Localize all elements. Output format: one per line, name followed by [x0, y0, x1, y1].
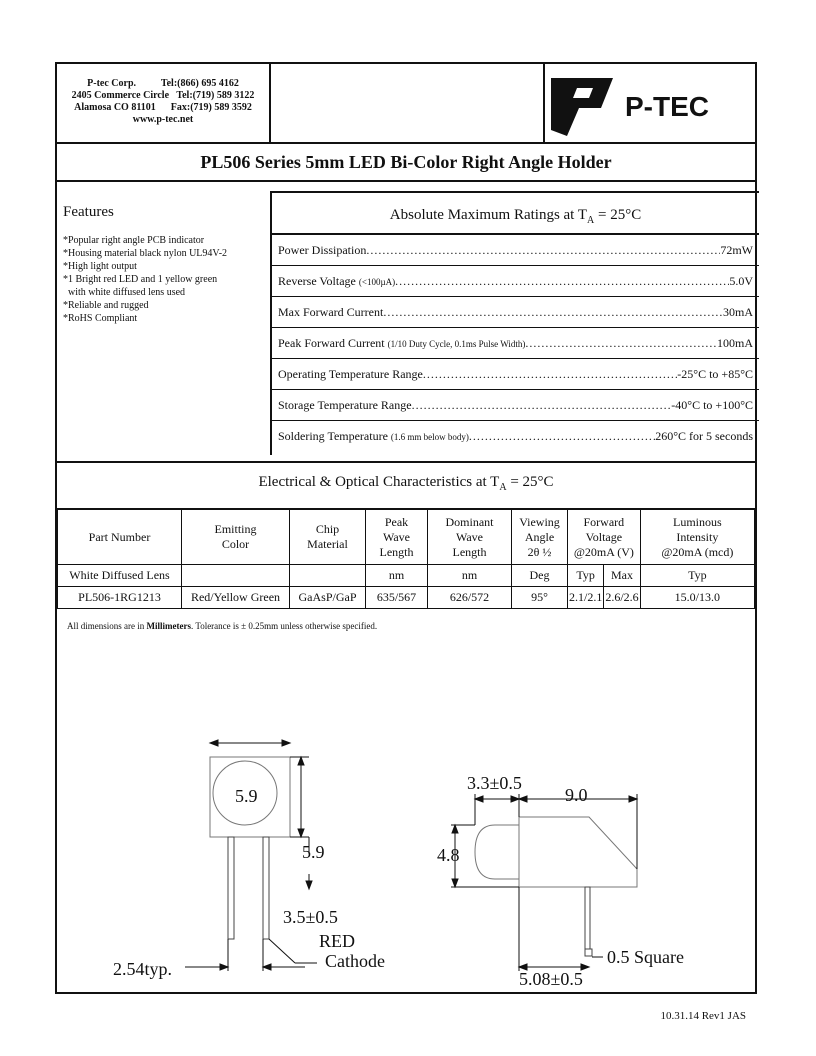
rating-label: Max Forward Current	[278, 305, 384, 319]
eo-data-cell: GaAsP/GaP	[290, 587, 366, 609]
eo-unit-cell: White Diffused Lens	[58, 565, 182, 587]
eo-data-cell: 2.1/2.1	[568, 587, 604, 609]
eo-unit-cell: nm	[428, 565, 512, 587]
lead-square-marker	[585, 949, 592, 956]
eo-data-cell: 95°	[512, 587, 568, 609]
divider	[57, 180, 755, 182]
website: www.p-tec.net	[132, 114, 194, 125]
rating-label: Operating Temperature Range	[278, 367, 423, 381]
dimensions-note: All dimensions are in Millimeters. Tolerance is ± 0.25mm unless otherwise specified.	[67, 621, 378, 631]
feature-item: *High light output	[63, 261, 137, 272]
front-height-dim: 5.9	[302, 842, 325, 862]
rating-row	[272, 266, 759, 297]
eo-unit-cell: Deg	[512, 565, 568, 587]
rating-row	[272, 235, 759, 266]
eo-unit-cell	[182, 565, 290, 587]
side-body-dim: 9.0	[565, 785, 588, 805]
rating-label: Power Dissipation	[278, 243, 367, 257]
rating-row	[272, 390, 759, 421]
rating-row	[272, 359, 759, 390]
lead-length-dim: 3.5±0.5	[283, 907, 338, 927]
rating-row	[272, 328, 759, 359]
rating-row	[272, 297, 759, 328]
address-line-1: P-tec Corp. Tel:(866) 695 4162	[87, 78, 239, 89]
header-blank-cell	[271, 64, 545, 142]
features-heading: Features	[63, 204, 114, 220]
eo-data-cell: 15.0/13.0	[640, 587, 754, 609]
feature-item: *RoHS Compliant	[63, 313, 138, 324]
eo-data-cell: 626/572	[428, 587, 512, 609]
rating-value: 260°C for 5 seconds	[655, 429, 753, 443]
side-height-dim: 4.8	[437, 845, 460, 865]
features-list	[63, 234, 268, 325]
eo-unit-cell	[290, 565, 366, 587]
feature-item: with white diffused lens used	[63, 287, 186, 298]
company-logo	[543, 64, 757, 142]
leader-dots	[469, 421, 655, 451]
rating-value: 72mW	[720, 243, 753, 257]
side-view	[451, 794, 637, 971]
eo-column-header: Chip Material	[290, 509, 366, 565]
datasheet-frame	[55, 62, 757, 994]
logo-text: P-TEC	[625, 91, 709, 122]
pitch-dim: 2.54typ.	[113, 959, 173, 979]
side-lead-dim: 5.08±0.5	[519, 969, 583, 989]
rating-value: -25°C to +85°C	[677, 367, 753, 381]
side-lead	[585, 887, 590, 949]
rating-value: -40°C to +100°C	[671, 398, 753, 412]
company-address-block	[57, 64, 271, 142]
eo-heading: Electrical & Optical Characteristics at $T_A = 25^\circ C$	[258, 474, 554, 493]
address-line-2: 2405 Commerce Circle Tel:(719) 589 3122	[71, 90, 255, 101]
ratings-table	[270, 191, 759, 455]
rating-label: Peak Forward Current (1/10 Duty Cycle, 0.1ms Pulse Width)	[278, 336, 526, 350]
eo-column-header: Luminous Intensity @20mA (mcd)	[640, 509, 754, 565]
eo-column-header: Forward Voltage @20mA (V)	[568, 509, 641, 565]
eo-data-cell: 635/567	[366, 587, 428, 609]
rating-label: Reverse Voltage (<100µA)	[278, 274, 396, 288]
mechanical-drawing	[57, 639, 755, 994]
leader-dots	[525, 328, 717, 358]
cathode-label: Cathode	[325, 951, 385, 971]
eo-column-header: Viewing Angle 2θ ½	[512, 509, 568, 565]
eo-unit-cell: nm	[366, 565, 428, 587]
leader-dots	[412, 390, 672, 420]
feature-item: *Popular right angle PCB indicator	[63, 235, 205, 246]
eo-column-header: Peak Wave Length	[366, 509, 428, 565]
feature-item: *Housing material black nylon UL94V-2	[63, 248, 228, 259]
leader-dots	[423, 359, 677, 389]
revision-footer: 10.31.14 Rev1 JAS	[660, 1010, 746, 1022]
leader-dots	[383, 297, 723, 327]
eo-data-cell: 2.6/2.6	[604, 587, 640, 609]
side-lens-outline	[475, 825, 519, 879]
front-lead-left	[228, 837, 234, 939]
front-width-dim: 5.9	[235, 786, 258, 806]
eo-column-header: Part Number	[58, 509, 182, 565]
side-lens-dim: 3.3±0.5	[467, 773, 522, 793]
eo-unit-cell: Typ	[568, 565, 604, 587]
side-body-outline	[519, 817, 637, 887]
eo-data-cell: Red/Yellow Green	[182, 587, 290, 609]
address-line-3: Alamosa CO 81101 Fax:(719) 589 3592	[74, 102, 252, 113]
rating-row	[272, 421, 759, 451]
rating-label: Soldering Temperature (1.6 mm below body)	[278, 429, 469, 443]
cathode-color-label: RED	[319, 931, 355, 951]
feature-item: *1 Bright red LED and 1 yellow green	[63, 274, 218, 285]
page-title: PL506 Series 5mm LED Bi-Color Right Angle Holder	[200, 152, 612, 172]
front-view	[185, 740, 317, 971]
eo-table	[57, 508, 755, 609]
eo-column-header: Emitting Color	[182, 509, 290, 565]
leader-dots	[395, 266, 729, 296]
leader-dots	[366, 235, 720, 265]
eo-unit-cell: Typ	[640, 565, 754, 587]
eo-unit-cell: Max	[604, 565, 640, 587]
front-lead-right	[263, 837, 269, 939]
rating-value: 30mA	[723, 305, 753, 319]
table-row	[58, 587, 755, 609]
eo-data-cell: PL506-1RG1213	[58, 587, 182, 609]
lead-square-dim: 0.5 Square	[607, 947, 684, 967]
rating-value: 5.0V	[729, 274, 753, 288]
rating-label: Storage Temperature Range	[278, 398, 412, 412]
rating-value: 100mA	[717, 336, 753, 350]
ratings-heading: Absolute Maximum Ratings at $T_A = 25^\circ C$	[272, 193, 759, 235]
p-tec-logo-icon	[551, 78, 613, 136]
divider	[57, 461, 755, 463]
feature-item: *Reliable and rugged	[63, 300, 149, 311]
eo-column-header: Dominant Wave Length	[428, 509, 512, 565]
